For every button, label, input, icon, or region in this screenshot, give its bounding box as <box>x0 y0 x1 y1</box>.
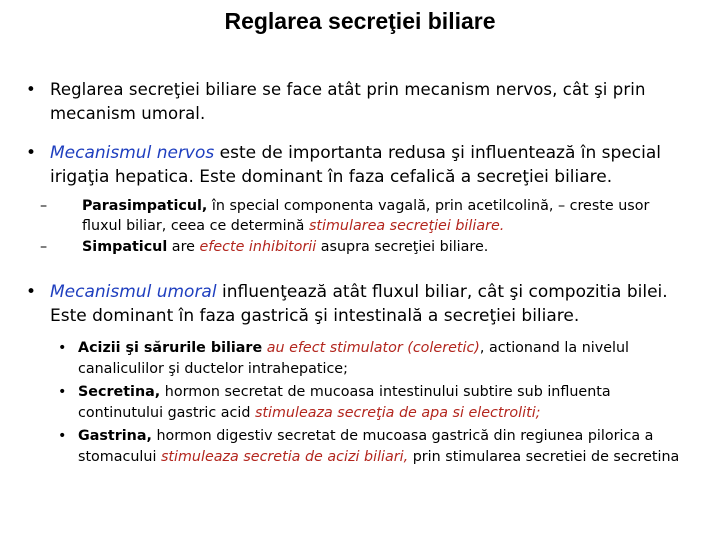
bullet-marker: • <box>26 80 36 99</box>
item-term: Simpaticul <box>82 239 168 255</box>
list-item-parasympathetic <box>38 196 678 236</box>
item-after: asupra secreţiei biliare. <box>316 239 489 255</box>
paragraph-text: Reglarea secreţiei biliare se face atât prin mecanism nervos, cât şi prin mecanism umoral. <box>50 80 646 123</box>
item-text: în special componenta vagală, prin acetilcolină, – creste usor fluxul biliar, ceea ce determină <box>82 198 650 234</box>
nervous-mechanism-term: Mecanismul nervos <box>50 143 215 163</box>
item-emphasis: stimularea secreţiei biliare. <box>308 218 505 234</box>
item-after: prin stimularea secretiei de secretina <box>408 449 680 465</box>
item-after: , actionand la nivelul canaliculilor şi ductelor intrahepatice; <box>78 340 630 377</box>
paragraph-text: este de importanta redusa şi influentează în special irigaţia hepatica. Este dominant în faza cefalică a secreţiei biliare. <box>50 143 661 187</box>
slide-title: Reglarea secreţiei biliare <box>224 8 496 34</box>
dash-marker: – <box>40 198 48 214</box>
bullet-marker: • <box>58 384 67 400</box>
item-term: Acizii şi sărurile biliare <box>78 340 263 356</box>
list-item-bile-acids <box>52 338 692 380</box>
list-item-sympathetic <box>38 237 678 257</box>
bullet-marker: • <box>26 282 37 302</box>
nervous-sublist <box>38 196 678 258</box>
item-term: Parasimpaticul, <box>82 198 208 214</box>
item-text: hormon secretat de mucoasa intestinului subtire sub influenta continutului gastric acid <box>78 384 611 421</box>
bullet-item <box>26 78 686 126</box>
paragraph-mechanisms <box>26 78 686 126</box>
item-text: are <box>167 239 200 255</box>
item-term: Secretina, <box>78 384 161 400</box>
bullet-marker: • <box>58 340 67 356</box>
humoral-mechanism-term: Mecanismul umoral <box>50 282 217 302</box>
bullet-marker: • <box>26 143 37 163</box>
humoral-sublist <box>52 338 692 470</box>
bullet-item <box>26 280 686 328</box>
item-emphasis: stimuleaza secretia de acizi biliari, <box>160 449 409 465</box>
list-item-gastrin <box>52 426 692 468</box>
item-text: hormon digestiv secretat de mucoasa gastrică din regiunea pilorica a stomacului <box>78 428 654 465</box>
paragraph-nervous-mechanism <box>26 141 686 189</box>
list-item-secretin <box>52 382 692 424</box>
bullet-marker: • <box>58 428 67 444</box>
paragraph-text: influenţează atât fluxul biliar, cât şi compozitia bilei. Este dominant în faza gastrică şi intestinală a secreţiei biliare. <box>50 282 668 326</box>
dash-marker: – <box>40 239 48 255</box>
paragraph-humoral-mechanism <box>26 280 686 328</box>
item-emphasis: au efect stimulator (coleretic) <box>266 340 480 356</box>
item-emphasis: stimuleaza secreţia de apa si electroliti; <box>254 405 541 421</box>
bullet-item <box>26 141 686 189</box>
item-emphasis: efecte inhibitorii <box>199 239 317 255</box>
item-term: Gastrina, <box>78 428 152 444</box>
